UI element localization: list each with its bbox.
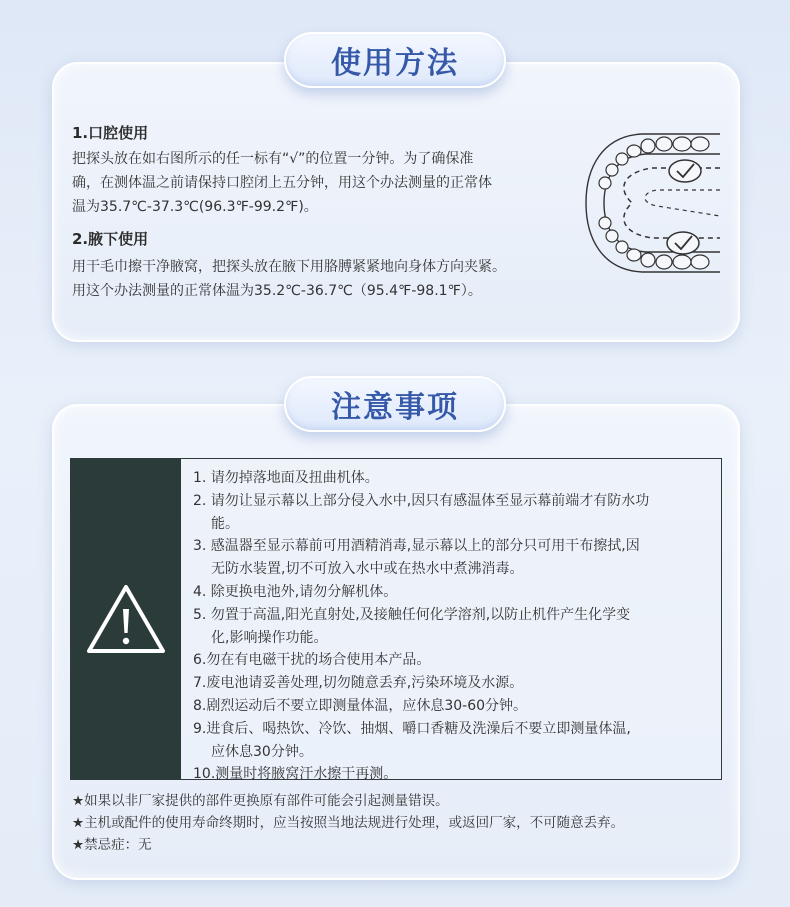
caution-item: 4. 除更换电池外,请勿分解机体。 <box>193 583 398 600</box>
oral-text <box>72 147 492 219</box>
warning-triangle-icon <box>84 581 168 657</box>
cautions-title-pill <box>284 376 506 432</box>
oral-line: 温为35.7℃-37.3℃(96.3℉-99.2℉)。 <box>72 199 318 215</box>
note-item: ★如果以非厂家提供的部件更换原有部件可能会引起测量错误。 <box>72 793 449 809</box>
caution-item: 应休息30分钟。 <box>211 743 313 760</box>
caution-item: 1. 请勿掉落地面及扭曲机体。 <box>193 470 379 486</box>
caution-list <box>181 459 650 783</box>
cautions-box <box>70 458 722 783</box>
armpit-heading: 2.腋下使用 <box>72 230 149 248</box>
oral-heading: 1.口腔使用 <box>72 124 149 142</box>
caution-item: 10.测量时将腋窝汗水擦干再测。 <box>193 766 398 783</box>
caution-item: 化,影响操作功能。 <box>211 629 328 646</box>
caution-item: 3. 感温器至显示幕前可用酒精消毒,显示幕以上的部分只可用干布擦拭,因 <box>193 538 640 555</box>
usage-title-pill <box>284 32 506 88</box>
armpit-line: 用这个办法测量的正常体温为35.2℃-36.7℃（95.4℉-98.1℉）。 <box>72 283 482 299</box>
oral-line: 把探头放在如右图所示的任一标有“√”的位置一分钟。为了确保准 <box>72 151 474 167</box>
caution-item: 8.剧烈运动后不要立即测量体温，应休息30-60分钟。 <box>193 697 528 714</box>
cautions-title: 注意事项 <box>331 390 459 425</box>
armpit-text <box>72 255 506 303</box>
warning-panel <box>71 459 181 779</box>
note-item: ★主机或配件的使用寿命终期时，应当按照当地法规进行处理，或返回厂家，不可随意丢弃。 <box>72 815 625 831</box>
mouth-teeth-diagram-icon <box>582 128 722 278</box>
check-circle-icon <box>669 160 701 182</box>
armpit-line: 用干毛巾擦干净腋窝，把探头放在腋下用胳膊紧紧地向身体方向夹紧。 <box>72 259 506 275</box>
notes <box>72 790 624 856</box>
usage-title: 使用方法 <box>331 46 459 81</box>
caution-item: 5. 勿置于高温,阳光直射处,及接触任何化学溶剂,以防止机件产生化学变 <box>193 606 631 623</box>
caution-item: 7.废电池请妥善处理,切勿随意丢弃,污染环境及水源。 <box>193 675 524 692</box>
check-circle-icon <box>667 232 699 254</box>
oral-line: 确，在测体温之前请保持口腔闭上五分钟，用这个办法测量的正常体 <box>72 175 492 191</box>
caution-item: 无防水装置,切不可放入水中或在热水中煮沸消毒。 <box>211 561 524 578</box>
caution-item: 9.进食后、喝热饮、冷饮、抽烟、嚼口香糖及洗澡后不要立即测量体温, <box>193 720 631 737</box>
caution-item: 能。 <box>211 515 239 532</box>
caution-item: 2. 请勿让显示幕以上部分侵入水中,因只有感温体至显示幕前端才有防水功 <box>193 492 650 509</box>
caution-item: 6.勿在有电磁干扰的场合使用本产品。 <box>193 652 431 669</box>
note-item: ★禁忌症：无 <box>72 837 152 853</box>
